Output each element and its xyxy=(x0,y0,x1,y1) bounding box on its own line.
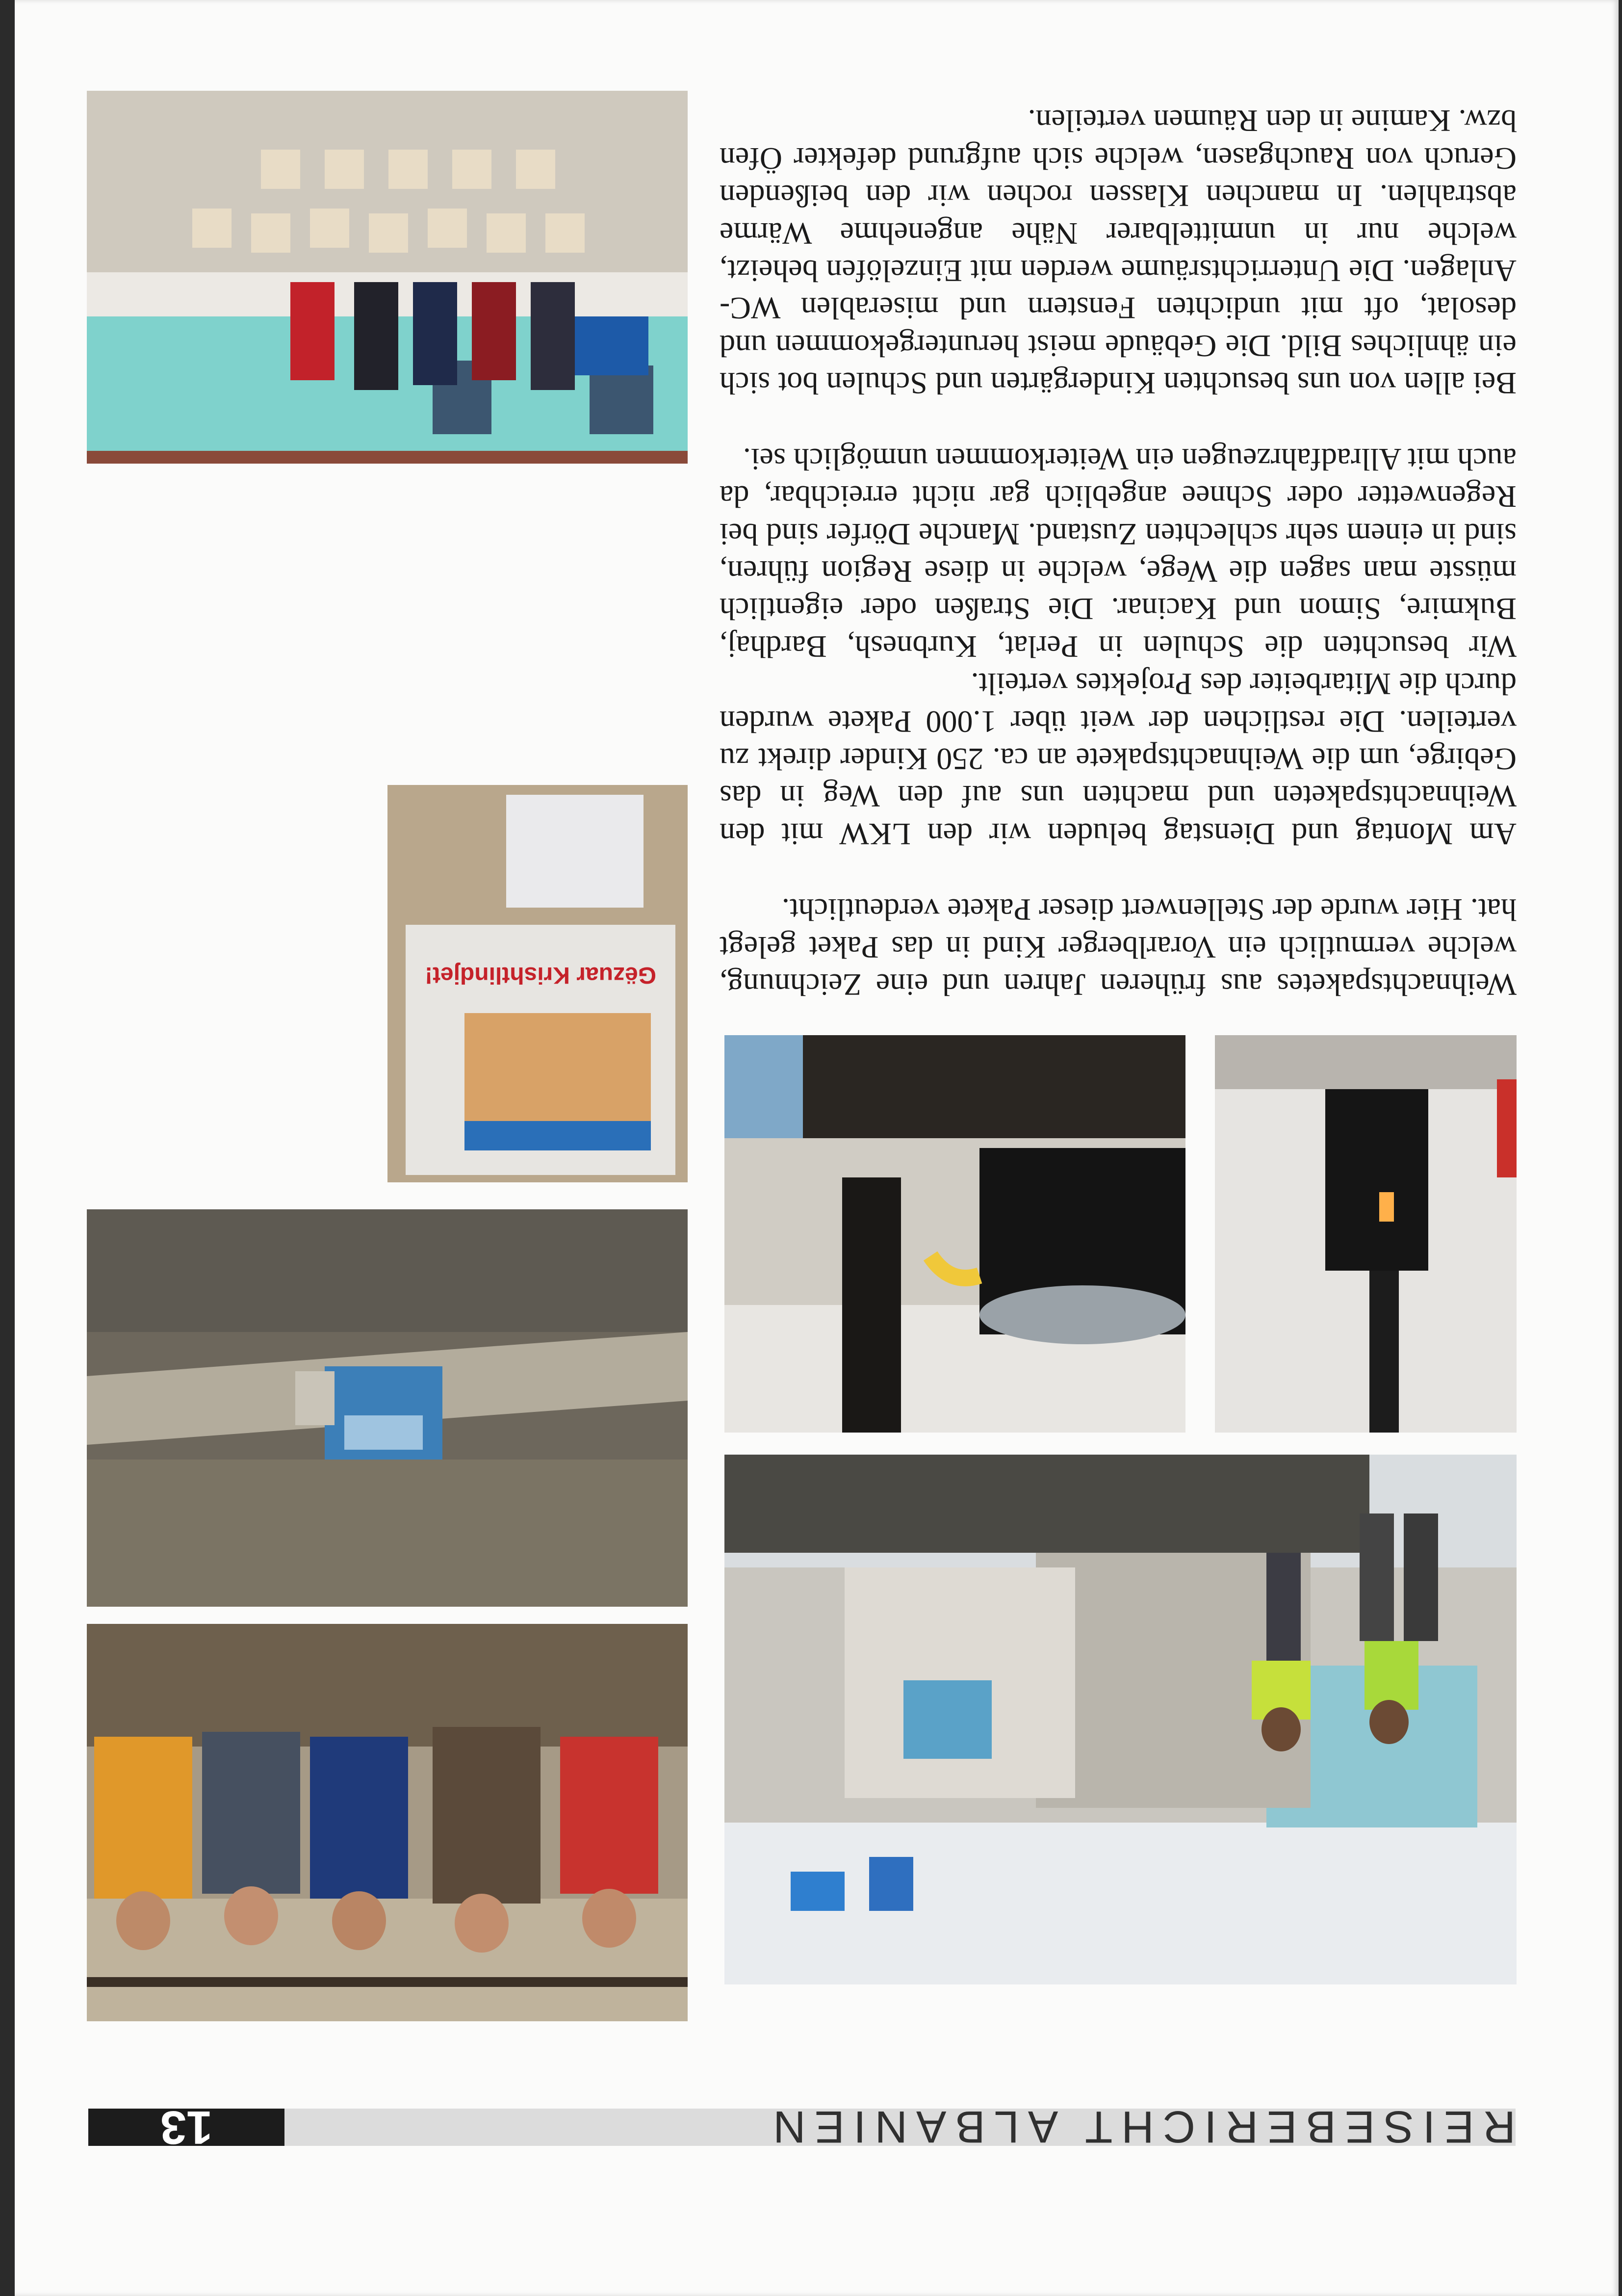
page-title: REISEBERICHT ALBANIEN xyxy=(764,2102,1516,2152)
paragraph-4: Bei allen von uns besuchten Kindergärten und Schulen bot sich ein ähnliches Bild. Die Gebäude meist heruntergekommen und desolat, oft mit undichten Fenstern und miserablen WC-Anlagen. Die Unterrichtsräume werden mit Einzelöfen beheizt, welche nur in unmittelbarer Nähe angenehme Wärme abstrahlen. In manchen Klassen rochen wir den beißenden Geruch von Rauchgasen, welche sich aufgrund defekter Öfen bzw. Kamine in den Räumen verteilen. xyxy=(720,104,1517,401)
article-body xyxy=(720,102,1517,1003)
card-greeting-text: Gëzuar Krishtlindjet! xyxy=(424,962,657,988)
photo-children-packages xyxy=(87,91,688,464)
photo-children-classroom-image xyxy=(87,1624,688,2021)
photo-children-classroom xyxy=(87,1624,688,2021)
photo-truck-mountain-road-image xyxy=(87,1209,688,1607)
photo-classroom-stove-image xyxy=(1215,1035,1517,1433)
photo-classroom-stove xyxy=(1215,1035,1517,1433)
photo-truck-mountain-road xyxy=(87,1209,688,1607)
photo-stove-drum xyxy=(724,1035,1185,1433)
photo-christmas-card xyxy=(387,785,688,1182)
page-header xyxy=(88,2101,1516,2154)
photo-school-building-image xyxy=(724,1455,1517,1984)
paragraph-1: Weihnachtspaketes aus früheren Jahren und eine Zeichnung, welche vermutlich ein Vorarlberger Kind in das Paket gelegt hat. Hier wurde der Stellenwert dieser Pakete verdeutlicht. xyxy=(720,892,1517,1002)
paragraph-2: Am Montag und Dienstag beluden wir den LKW mit den Weihnachtspaketen und machten uns auf den Weg in das Gebirge, um die Weihnachtspakete an ca. 250 Kinder direkt zu verteilen. Die restlichen der weit über 1.000 Pakete wurden durch die Mitarbeiter des Projektes verteilt. xyxy=(720,667,1517,852)
paragraph-3: Wir besuchten die Schulen in Perlat, Kurbnesh, Bardhaj, Bukmire, Simon und Kacinar. Die Straßen oder eigentlich müsste man sagen die Wege, welche in diese Region führen, sind in einem sehr schlechten Zustand. Manche Dörfer sind bei Regenwetter oder Schnee angeblich gar nicht erreichbar, da auch mit Allradfahrzeugen ein Weiterkommen unmöglich sei. xyxy=(720,442,1517,664)
photo-children-packages-image xyxy=(87,91,688,464)
photo-stove-drum-image xyxy=(724,1035,1185,1433)
page-number: 13 xyxy=(88,2109,284,2146)
photo-school-building xyxy=(724,1455,1517,1984)
